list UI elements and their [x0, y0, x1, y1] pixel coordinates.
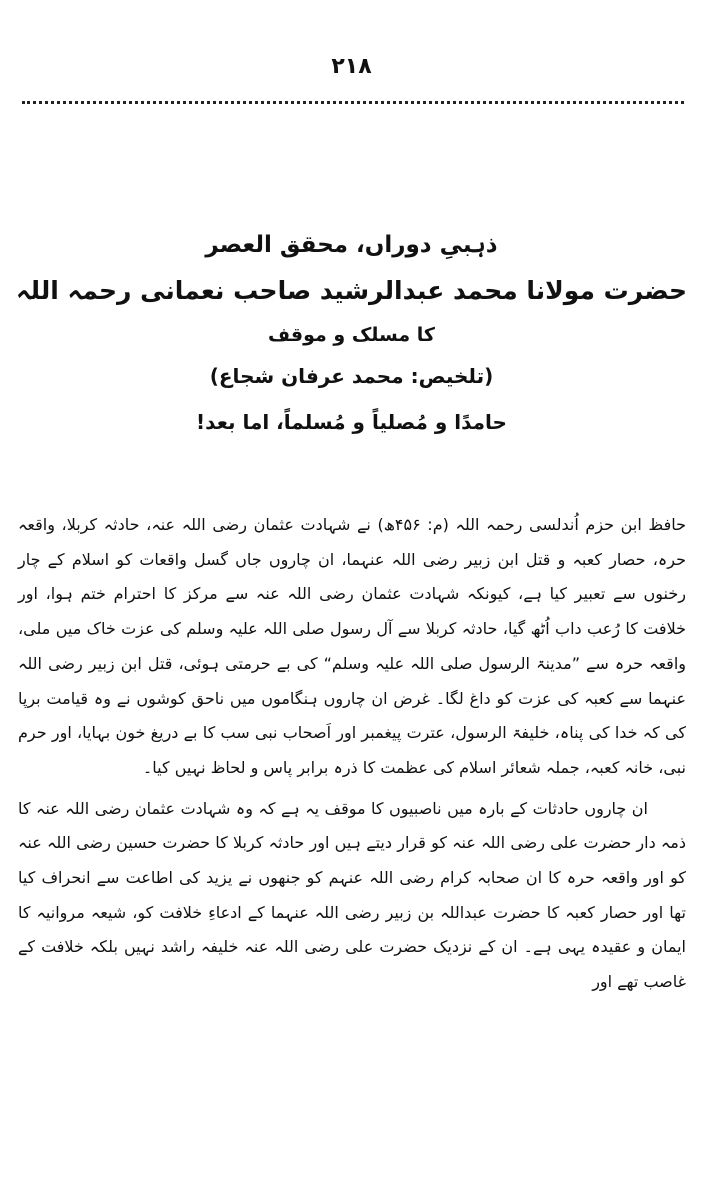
article-headings [0, 232, 703, 450]
article-body [18, 508, 686, 1000]
heading-opening-invocation: حامدًا و مُصلیاً و مُسلماً، اما بعد! [196, 410, 507, 434]
heading-scholar-name: حضرت مولانا محمد عبدالرشید صاحب نعمانی رحمہ اللہ [16, 276, 687, 305]
header-divider [22, 101, 684, 104]
heading-epithet: ذہبیِ دوراں، محقق العصر [205, 232, 498, 258]
body-paragraph-1: حافظ ابن حزم اُندلسی رحمہ اللہ (م: ۴۵۶ھ) نے شہادت عثمان رضی اللہ عنہ، حادثہ کربلا، واقعہ حرہ، حصار کعبہ و قتل ابن زبیر رضی اللہ عنہما، ان چاروں جاں گسل واقعات کو اسلام کے چار رخنوں سے تعبیر کیا ہے، کیونکہ شہادت عثمان رضی اللہ عنہ سے مرکز کا احترام ختم ہوا، اور خلافت کا رُعب داب اُٹھ گیا، حادثہ کربلا سے آل رسول صلی اللہ علیہ وسلم کی عزت خاک میں ملی، واقعہ حرہ سے ”مدینۃ الرسول صلی اللہ علیہ وسلم“ کی بے حرمتی ہوئی، قتل ابن زبیر رضی اللہ عنہما سے کعبہ کی عزت کو داغ لگا۔ غرض ان چاروں ہنگاموں میں ناحق کوشوں نے وہ قیامت برپا کی کہ خدا کی پناہ، خلیفۃ الرسول، عترت پیغمبر اور اَصحاب نبی سب کا بے دریغ خون بہایا، اور حرم نبی، خانہ کعبہ، جملہ شعائر اسلام کی عظمت کا ذرہ برابر پاس و لحاظ نہیں کیا۔ [18, 515, 687, 777]
heading-summary-credit: (تلخیص: محمد عرفان شجاع) [209, 364, 494, 388]
page-number: ۲۱۸ [331, 54, 372, 79]
body-paragraph-2: ان چاروں حادثات کے بارہ میں ناصبیوں کا موقف یہ ہے کہ وہ شہادت عثمان رضی اللہ عنہ کا ذمہ دار حضرت علی رضی اللہ عنہ کو قرار دیتے ہیں اور حادثہ کربلا کا حضرت حسین رضی اللہ عنہ کو اور واقعہ حرہ کا ان صحابہ کرام رضی اللہ عنہم کو جنھوں نے یزید کی اطاعت سے انحراف کیا تھا اور حصار کعبہ کا حضرت عبداللہ بن زبیر رضی اللہ عنہما کے ادعاءِ خلافت کو، شیعہ مروانیہ کا ایمان و عقیدہ یہی ہے۔ ان کے نزدیک حضرت علی رضی اللہ عنہ خلیفہ راشد نہیں بلکہ خلافت کے غاصب تھے اور [18, 798, 686, 992]
heading-subject: کا مسلک و موقف [268, 324, 435, 346]
